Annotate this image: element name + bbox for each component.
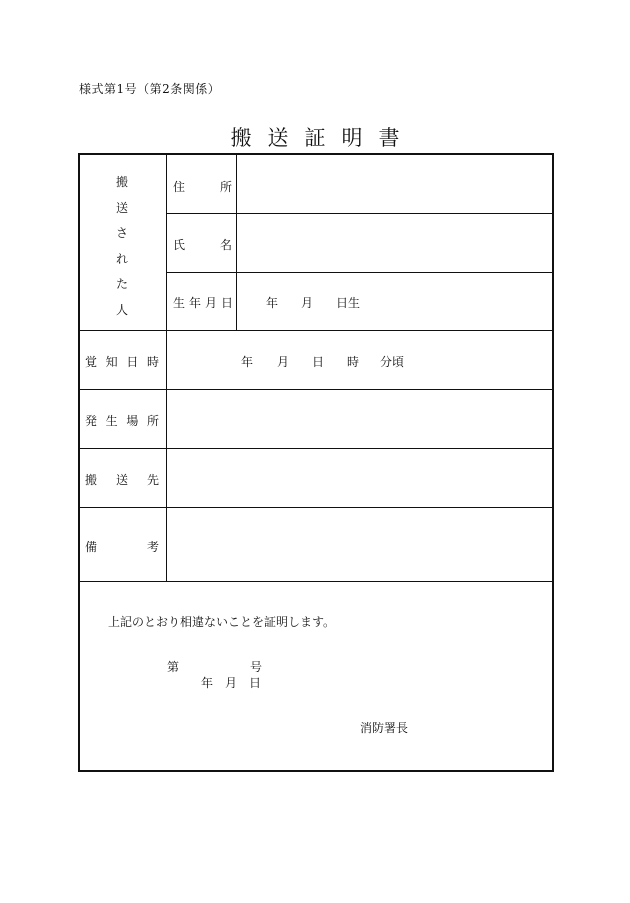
date-year-unit: 年 (201, 676, 214, 690)
recognition-label-char: 日 (126, 355, 139, 369)
birth-label-char: 年 (188, 296, 201, 310)
signature-title: 消防署長 (360, 721, 409, 735)
certificate-table (78, 153, 554, 772)
recognition-minute-unit: 分頃 (380, 355, 405, 369)
number-prefix: 第 (167, 660, 180, 674)
person-header-char: 送 (115, 200, 128, 215)
number-suffix: 号 (250, 660, 263, 674)
recognition-year-unit: 年 (241, 355, 254, 369)
row-divider (80, 581, 552, 582)
remarks-label (85, 538, 159, 555)
place-label-char: 発 (85, 414, 98, 428)
row-divider (166, 272, 552, 273)
remarks-label-char: 考 (146, 540, 159, 554)
destination-label-char: 送 (115, 473, 128, 487)
title-char: 明 (341, 126, 363, 150)
recognition-month-unit: 月 (277, 355, 290, 369)
title-char: 送 (267, 126, 289, 150)
date-month-unit: 月 (225, 676, 238, 690)
destination-label-char: 先 (146, 473, 159, 487)
person-header-char: 搬 (115, 175, 128, 189)
row-divider (80, 330, 552, 331)
title-char: 証 (304, 126, 326, 150)
birth-label-char: 日 (220, 296, 233, 310)
destination-label (85, 471, 159, 488)
address-label (173, 178, 232, 195)
person-header (112, 173, 132, 326)
name-label-char: 名 (219, 238, 232, 252)
place-label-char: 場 (126, 414, 139, 428)
form-number: 様式第1号（第2条関係） (79, 82, 221, 96)
birth-year-unit: 年 (266, 296, 279, 310)
recognition-day-unit: 日 (312, 355, 325, 369)
name-label-char: 氏 (173, 238, 186, 252)
certify-statement: 上記のとおり相違ないことを証明します。 (108, 615, 336, 629)
title-char: 搬 (230, 126, 252, 150)
place-label-char: 生 (105, 414, 118, 428)
name-field[interactable] (237, 214, 552, 272)
recognition-label-char: 知 (105, 355, 118, 369)
recognition-label-char: 覚 (85, 355, 98, 369)
title-char: 書 (378, 126, 400, 150)
destination-label-char: 搬 (85, 473, 98, 487)
birth-month-unit: 月 (301, 296, 314, 310)
birth-label-char: 生 (173, 296, 186, 310)
place-label (85, 412, 159, 429)
date-day-unit: 日 (249, 676, 262, 690)
recognition-label (85, 353, 159, 370)
address-label-char: 所 (219, 180, 232, 194)
birth-label (173, 294, 233, 311)
remarks-label-char: 備 (85, 540, 98, 554)
person-header-char: れ (115, 251, 128, 266)
person-header-char: さ (115, 226, 128, 240)
destination-field[interactable] (167, 449, 552, 507)
address-label-char: 住 (173, 180, 186, 194)
recognition-label-char: 時 (146, 355, 159, 369)
remarks-field[interactable] (167, 508, 552, 581)
name-label (173, 236, 232, 253)
place-field[interactable] (167, 390, 552, 448)
recognition-hour-unit: 時 (347, 355, 360, 369)
person-header-char: た (115, 277, 128, 291)
birth-label-char: 月 (204, 296, 217, 310)
birth-day-unit: 日生 (336, 296, 361, 310)
address-field[interactable] (237, 155, 552, 213)
document-title (0, 122, 630, 152)
place-label-char: 所 (146, 414, 159, 428)
person-header-char: 人 (115, 302, 128, 317)
